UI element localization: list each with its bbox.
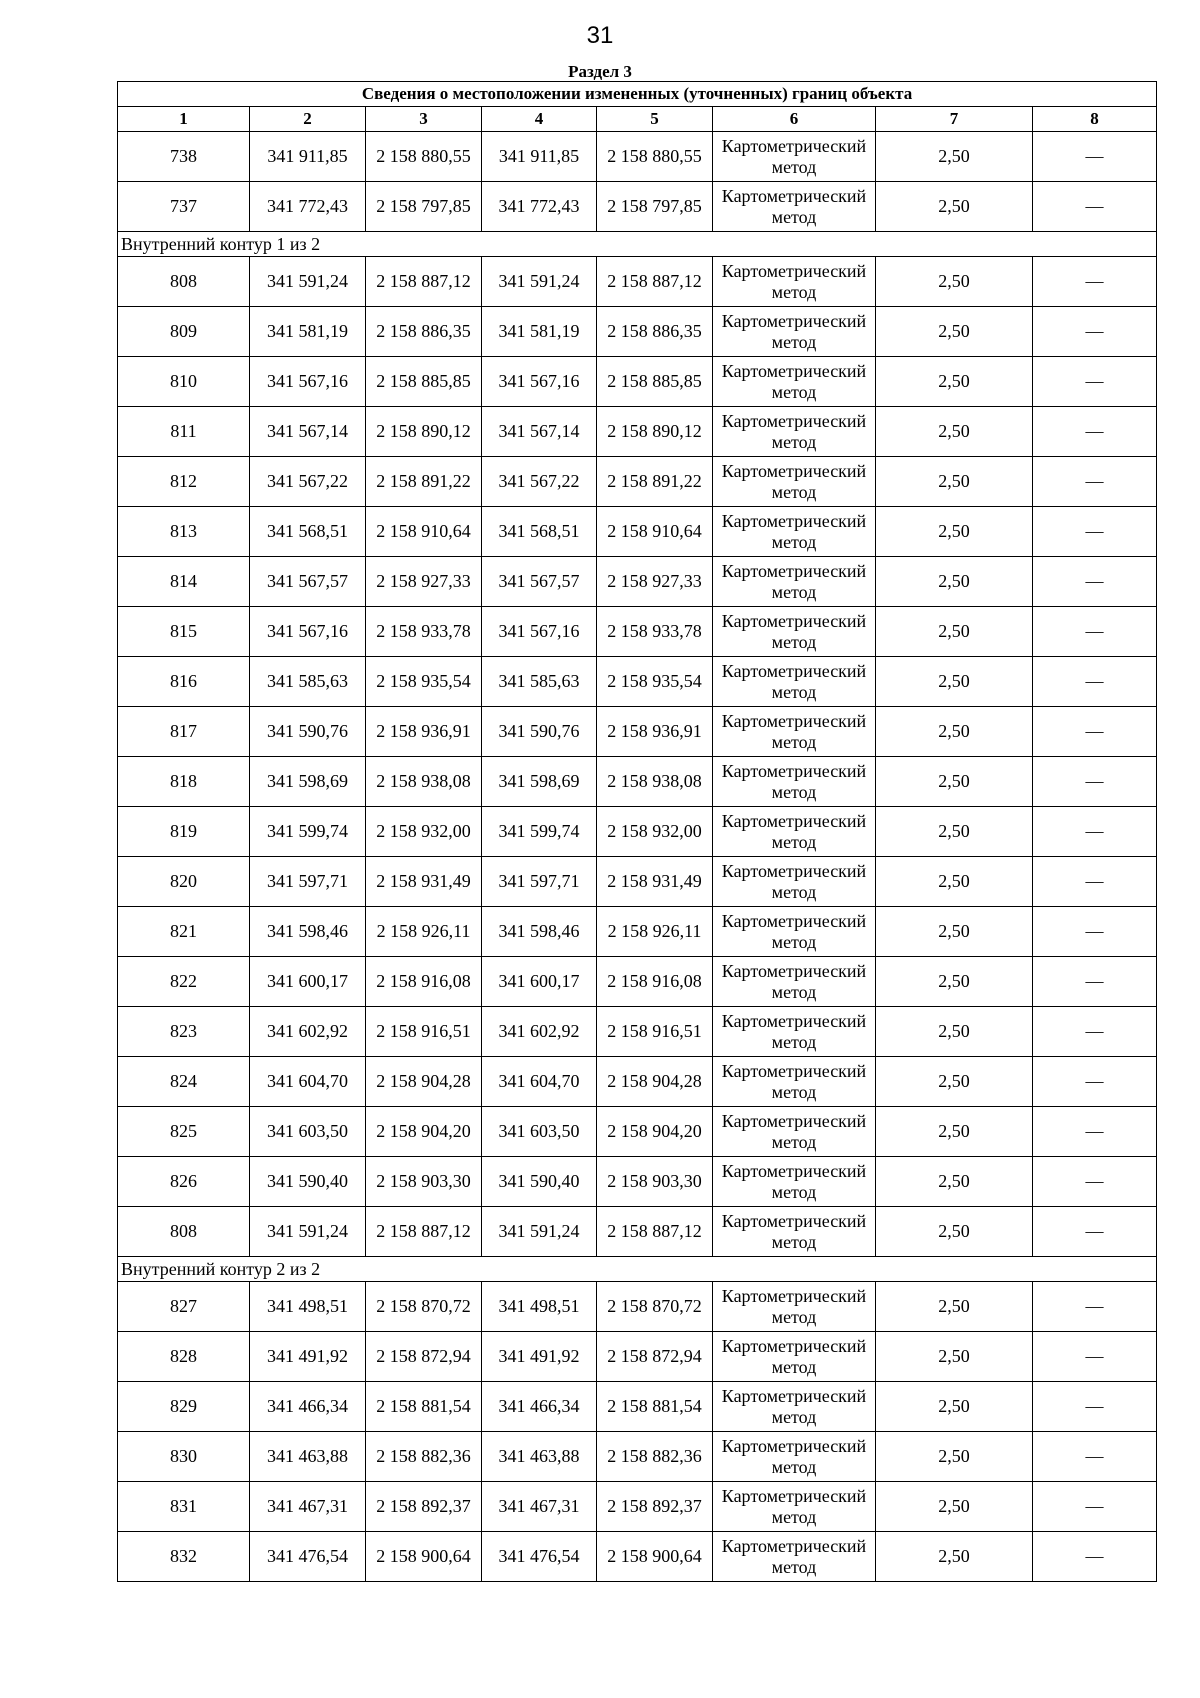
accuracy-cell: 2,50 — [876, 1107, 1033, 1157]
x-coordinate-cell: 341 602,92 — [250, 1007, 366, 1057]
accuracy-cell: 2,50 — [876, 857, 1033, 907]
x-coordinate-cell: 341 600,17 — [482, 957, 597, 1007]
accuracy-cell: 2,50 — [876, 257, 1033, 307]
y-coordinate-cell: 2 158 904,28 — [597, 1057, 713, 1107]
accuracy-cell: 2,50 — [876, 407, 1033, 457]
accuracy-cell: 2,50 — [876, 1532, 1033, 1582]
description-cell: — — [1033, 507, 1157, 557]
table-row — [118, 1282, 1157, 1332]
method-cell: Картометрический метод — [713, 557, 876, 607]
point-number-cell: 819 — [118, 807, 250, 857]
point-number-cell: 820 — [118, 857, 250, 907]
x-coordinate-cell: 341 567,14 — [250, 407, 366, 457]
x-coordinate-cell: 341 567,22 — [482, 457, 597, 507]
y-coordinate-cell: 2 158 910,64 — [597, 507, 713, 557]
x-coordinate-cell: 341 597,71 — [250, 857, 366, 907]
point-number-cell: 738 — [118, 132, 250, 182]
y-coordinate-cell: 2 158 887,12 — [597, 1207, 713, 1257]
description-cell: — — [1033, 407, 1157, 457]
column-header: 8 — [1033, 107, 1157, 132]
description-cell: — — [1033, 1207, 1157, 1257]
accuracy-cell: 2,50 — [876, 557, 1033, 607]
description-cell: — — [1033, 1332, 1157, 1382]
table-row — [118, 1532, 1157, 1582]
x-coordinate-cell: 341 568,51 — [482, 507, 597, 557]
y-coordinate-cell: 2 158 926,11 — [597, 907, 713, 957]
description-cell: — — [1033, 607, 1157, 657]
y-coordinate-cell: 2 158 882,36 — [597, 1432, 713, 1482]
x-coordinate-cell: 341 599,74 — [250, 807, 366, 857]
x-coordinate-cell: 341 498,51 — [250, 1282, 366, 1332]
point-number-cell: 818 — [118, 757, 250, 807]
y-coordinate-cell: 2 158 916,08 — [597, 957, 713, 1007]
method-cell: Картометрический метод — [713, 857, 876, 907]
y-coordinate-cell: 2 158 935,54 — [597, 657, 713, 707]
y-coordinate-cell: 2 158 933,78 — [366, 607, 482, 657]
point-number-cell: 737 — [118, 182, 250, 232]
x-coordinate-cell: 341 466,34 — [250, 1382, 366, 1432]
description-cell: — — [1033, 557, 1157, 607]
method-cell: Картометрический метод — [713, 182, 876, 232]
y-coordinate-cell: 2 158 891,22 — [366, 457, 482, 507]
point-number-cell: 830 — [118, 1432, 250, 1482]
table-row — [118, 707, 1157, 757]
point-number-cell: 811 — [118, 407, 250, 457]
y-coordinate-cell: 2 158 881,54 — [366, 1382, 482, 1432]
accuracy-cell: 2,50 — [876, 1382, 1033, 1432]
table-row — [118, 1007, 1157, 1057]
method-cell: Картометрический метод — [713, 257, 876, 307]
accuracy-cell: 2,50 — [876, 907, 1033, 957]
table-row — [118, 857, 1157, 907]
accuracy-cell: 2,50 — [876, 657, 1033, 707]
x-coordinate-cell: 341 600,17 — [250, 957, 366, 1007]
table-row — [118, 1107, 1157, 1157]
x-coordinate-cell: 341 567,16 — [482, 357, 597, 407]
description-cell: — — [1033, 1057, 1157, 1107]
table-row — [118, 1332, 1157, 1382]
table-row — [118, 1207, 1157, 1257]
point-number-cell: 813 — [118, 507, 250, 557]
y-coordinate-cell: 2 158 927,33 — [597, 557, 713, 607]
y-coordinate-cell: 2 158 886,35 — [366, 307, 482, 357]
table-row — [118, 1432, 1157, 1482]
method-cell: Картометрический метод — [713, 957, 876, 1007]
x-coordinate-cell: 341 567,22 — [250, 457, 366, 507]
column-header: 4 — [482, 107, 597, 132]
table-row — [118, 957, 1157, 1007]
y-coordinate-cell: 2 158 927,33 — [366, 557, 482, 607]
table-row — [118, 807, 1157, 857]
method-cell: Картометрический метод — [713, 607, 876, 657]
x-coordinate-cell: 341 567,16 — [250, 607, 366, 657]
x-coordinate-cell: 341 591,24 — [482, 257, 597, 307]
method-cell: Картометрический метод — [713, 1107, 876, 1157]
x-coordinate-cell: 341 498,51 — [482, 1282, 597, 1332]
description-cell: — — [1033, 707, 1157, 757]
contour-label-row — [118, 232, 1157, 257]
table-body — [118, 82, 1157, 1582]
table-row — [118, 907, 1157, 957]
method-cell: Картометрический метод — [713, 657, 876, 707]
description-cell: — — [1033, 357, 1157, 407]
point-number-cell: 831 — [118, 1482, 250, 1532]
x-coordinate-cell: 341 772,43 — [250, 182, 366, 232]
y-coordinate-cell: 2 158 936,91 — [366, 707, 482, 757]
y-coordinate-cell: 2 158 916,51 — [597, 1007, 713, 1057]
x-coordinate-cell: 341 467,31 — [482, 1482, 597, 1532]
accuracy-cell: 2,50 — [876, 757, 1033, 807]
y-coordinate-cell: 2 158 903,30 — [597, 1157, 713, 1207]
y-coordinate-cell: 2 158 900,64 — [597, 1532, 713, 1582]
x-coordinate-cell: 341 585,63 — [250, 657, 366, 707]
column-header-row — [118, 107, 1157, 132]
column-header: 6 — [713, 107, 876, 132]
y-coordinate-cell: 2 158 872,94 — [366, 1332, 482, 1382]
x-coordinate-cell: 341 598,69 — [482, 757, 597, 807]
x-coordinate-cell: 341 581,19 — [482, 307, 597, 357]
method-cell: Картометрический метод — [713, 132, 876, 182]
x-coordinate-cell: 341 604,70 — [250, 1057, 366, 1107]
table-row — [118, 257, 1157, 307]
x-coordinate-cell: 341 568,51 — [250, 507, 366, 557]
table-row — [118, 757, 1157, 807]
method-cell: Картометрический метод — [713, 1157, 876, 1207]
x-coordinate-cell: 341 491,92 — [250, 1332, 366, 1382]
x-coordinate-cell: 341 772,43 — [482, 182, 597, 232]
table-row — [118, 557, 1157, 607]
x-coordinate-cell: 341 476,54 — [250, 1532, 366, 1582]
accuracy-cell: 2,50 — [876, 357, 1033, 407]
table-row — [118, 507, 1157, 557]
method-cell: Картометрический метод — [713, 507, 876, 557]
y-coordinate-cell: 2 158 904,28 — [366, 1057, 482, 1107]
column-header: 5 — [597, 107, 713, 132]
y-coordinate-cell: 2 158 932,00 — [597, 807, 713, 857]
x-coordinate-cell: 341 567,16 — [250, 357, 366, 407]
table-row — [118, 607, 1157, 657]
y-coordinate-cell: 2 158 872,94 — [597, 1332, 713, 1382]
description-cell: — — [1033, 1157, 1157, 1207]
x-coordinate-cell: 341 581,19 — [250, 307, 366, 357]
page-number: 31 — [586, 22, 614, 49]
y-coordinate-cell: 2 158 885,85 — [366, 357, 482, 407]
y-coordinate-cell: 2 158 916,51 — [366, 1007, 482, 1057]
accuracy-cell: 2,50 — [876, 1157, 1033, 1207]
description-cell: — — [1033, 1282, 1157, 1332]
x-coordinate-cell: 341 463,88 — [250, 1432, 366, 1482]
description-cell: — — [1033, 1532, 1157, 1582]
table-row — [118, 182, 1157, 232]
table-row — [118, 307, 1157, 357]
column-header: 1 — [118, 107, 250, 132]
x-coordinate-cell: 341 585,63 — [482, 657, 597, 707]
point-number-cell: 823 — [118, 1007, 250, 1057]
x-coordinate-cell: 341 567,57 — [250, 557, 366, 607]
y-coordinate-cell: 2 158 892,37 — [597, 1482, 713, 1532]
contour-label: Внутренний контур 2 из 2 — [118, 1257, 1157, 1282]
y-coordinate-cell: 2 158 938,08 — [366, 757, 482, 807]
y-coordinate-cell: 2 158 890,12 — [597, 407, 713, 457]
method-cell: Картометрический метод — [713, 457, 876, 507]
method-cell: Картометрический метод — [713, 907, 876, 957]
description-cell: — — [1033, 807, 1157, 857]
contour-label-row — [118, 1257, 1157, 1282]
x-coordinate-cell: 341 598,46 — [250, 907, 366, 957]
method-cell: Картометрический метод — [713, 1007, 876, 1057]
method-cell: Картометрический метод — [713, 1482, 876, 1532]
description-cell: — — [1033, 1007, 1157, 1057]
y-coordinate-cell: 2 158 903,30 — [366, 1157, 482, 1207]
y-coordinate-cell: 2 158 931,49 — [366, 857, 482, 907]
contour-label: Внутренний контур 1 из 2 — [118, 232, 1157, 257]
method-cell: Картометрический метод — [713, 757, 876, 807]
x-coordinate-cell: 341 603,50 — [250, 1107, 366, 1157]
x-coordinate-cell: 341 590,76 — [250, 707, 366, 757]
section-title: Раздел 3 — [568, 62, 632, 81]
point-number-cell: 825 — [118, 1107, 250, 1157]
y-coordinate-cell: 2 158 870,72 — [366, 1282, 482, 1332]
table-row — [118, 1157, 1157, 1207]
table-row — [118, 357, 1157, 407]
x-coordinate-cell: 341 597,71 — [482, 857, 597, 907]
accuracy-cell: 2,50 — [876, 1007, 1033, 1057]
point-number-cell: 832 — [118, 1532, 250, 1582]
y-coordinate-cell: 2 158 926,11 — [366, 907, 482, 957]
y-coordinate-cell: 2 158 938,08 — [597, 757, 713, 807]
x-coordinate-cell: 341 567,14 — [482, 407, 597, 457]
column-header: 3 — [366, 107, 482, 132]
y-coordinate-cell: 2 158 936,91 — [597, 707, 713, 757]
y-coordinate-cell: 2 158 932,00 — [366, 807, 482, 857]
accuracy-cell: 2,50 — [876, 132, 1033, 182]
y-coordinate-cell: 2 158 916,08 — [366, 957, 482, 1007]
x-coordinate-cell: 341 590,40 — [482, 1157, 597, 1207]
point-number-cell: 808 — [118, 257, 250, 307]
column-header: 2 — [250, 107, 366, 132]
table-row — [118, 657, 1157, 707]
accuracy-cell: 2,50 — [876, 1282, 1033, 1332]
y-coordinate-cell: 2 158 887,12 — [597, 257, 713, 307]
method-cell: Картометрический метод — [713, 407, 876, 457]
y-coordinate-cell: 2 158 870,72 — [597, 1282, 713, 1332]
point-number-cell: 822 — [118, 957, 250, 1007]
point-number-cell: 827 — [118, 1282, 250, 1332]
point-number-cell: 821 — [118, 907, 250, 957]
x-coordinate-cell: 341 463,88 — [482, 1432, 597, 1482]
point-number-cell: 826 — [118, 1157, 250, 1207]
accuracy-cell: 2,50 — [876, 707, 1033, 757]
method-cell: Картометрический метод — [713, 807, 876, 857]
method-cell: Картометрический метод — [713, 1382, 876, 1432]
x-coordinate-cell: 341 603,50 — [482, 1107, 597, 1157]
method-cell: Картометрический метод — [713, 357, 876, 407]
description-cell: — — [1033, 307, 1157, 357]
y-coordinate-cell: 2 158 931,49 — [597, 857, 713, 907]
accuracy-cell: 2,50 — [876, 1332, 1033, 1382]
method-cell: Картометрический метод — [713, 1207, 876, 1257]
x-coordinate-cell: 341 491,92 — [482, 1332, 597, 1382]
description-cell: — — [1033, 957, 1157, 1007]
column-header: 7 — [876, 107, 1033, 132]
description-cell: — — [1033, 457, 1157, 507]
accuracy-cell: 2,50 — [876, 182, 1033, 232]
y-coordinate-cell: 2 158 887,12 — [366, 1207, 482, 1257]
accuracy-cell: 2,50 — [876, 1057, 1033, 1107]
table-row — [118, 457, 1157, 507]
x-coordinate-cell: 341 591,24 — [482, 1207, 597, 1257]
accuracy-cell: 2,50 — [876, 457, 1033, 507]
point-number-cell: 817 — [118, 707, 250, 757]
y-coordinate-cell: 2 158 933,78 — [597, 607, 713, 657]
y-coordinate-cell: 2 158 881,54 — [597, 1382, 713, 1432]
description-cell: — — [1033, 1382, 1157, 1432]
description-cell: — — [1033, 657, 1157, 707]
description-cell: — — [1033, 907, 1157, 957]
accuracy-cell: 2,50 — [876, 957, 1033, 1007]
x-coordinate-cell: 341 567,57 — [482, 557, 597, 607]
table-title: Сведения о местоположении измененных (уточненных) границ объекта — [118, 82, 1157, 107]
description-cell: — — [1033, 1432, 1157, 1482]
coordinates-table — [117, 81, 1157, 1582]
y-coordinate-cell: 2 158 892,37 — [366, 1482, 482, 1532]
y-coordinate-cell: 2 158 885,85 — [597, 357, 713, 407]
x-coordinate-cell: 341 911,85 — [250, 132, 366, 182]
x-coordinate-cell: 341 467,31 — [250, 1482, 366, 1532]
table-row — [118, 407, 1157, 457]
y-coordinate-cell: 2 158 890,12 — [366, 407, 482, 457]
x-coordinate-cell: 341 602,92 — [482, 1007, 597, 1057]
accuracy-cell: 2,50 — [876, 1207, 1033, 1257]
y-coordinate-cell: 2 158 880,55 — [597, 132, 713, 182]
x-coordinate-cell: 341 567,16 — [482, 607, 597, 657]
description-cell: — — [1033, 257, 1157, 307]
x-coordinate-cell: 341 604,70 — [482, 1057, 597, 1107]
description-cell: — — [1033, 757, 1157, 807]
y-coordinate-cell: 2 158 904,20 — [597, 1107, 713, 1157]
accuracy-cell: 2,50 — [876, 1482, 1033, 1532]
x-coordinate-cell: 341 590,76 — [482, 707, 597, 757]
point-number-cell: 810 — [118, 357, 250, 407]
method-cell: Картометрический метод — [713, 1532, 876, 1582]
table-row — [118, 132, 1157, 182]
y-coordinate-cell: 2 158 882,36 — [366, 1432, 482, 1482]
method-cell: Картометрический метод — [713, 1057, 876, 1107]
point-number-cell: 808 — [118, 1207, 250, 1257]
accuracy-cell: 2,50 — [876, 1432, 1033, 1482]
method-cell: Картометрический метод — [713, 1432, 876, 1482]
x-coordinate-cell: 341 591,24 — [250, 1207, 366, 1257]
x-coordinate-cell: 341 598,69 — [250, 757, 366, 807]
x-coordinate-cell: 341 476,54 — [482, 1532, 597, 1582]
description-cell: — — [1033, 132, 1157, 182]
y-coordinate-cell: 2 158 910,64 — [366, 507, 482, 557]
point-number-cell: 812 — [118, 457, 250, 507]
table-row — [118, 1057, 1157, 1107]
point-number-cell: 809 — [118, 307, 250, 357]
x-coordinate-cell: 341 590,40 — [250, 1157, 366, 1207]
table-row — [118, 1482, 1157, 1532]
y-coordinate-cell: 2 158 887,12 — [366, 257, 482, 307]
point-number-cell: 824 — [118, 1057, 250, 1107]
method-cell: Картометрический метод — [713, 307, 876, 357]
y-coordinate-cell: 2 158 880,55 — [366, 132, 482, 182]
description-cell: — — [1033, 857, 1157, 907]
point-number-cell: 814 — [118, 557, 250, 607]
accuracy-cell: 2,50 — [876, 807, 1033, 857]
y-coordinate-cell: 2 158 797,85 — [366, 182, 482, 232]
point-number-cell: 829 — [118, 1382, 250, 1432]
x-coordinate-cell: 341 591,24 — [250, 257, 366, 307]
description-cell: — — [1033, 1482, 1157, 1532]
y-coordinate-cell: 2 158 886,35 — [597, 307, 713, 357]
accuracy-cell: 2,50 — [876, 607, 1033, 657]
description-cell: — — [1033, 182, 1157, 232]
table-title-row — [118, 82, 1157, 107]
x-coordinate-cell: 341 466,34 — [482, 1382, 597, 1432]
y-coordinate-cell: 2 158 935,54 — [366, 657, 482, 707]
description-cell: — — [1033, 1107, 1157, 1157]
method-cell: Картометрический метод — [713, 707, 876, 757]
y-coordinate-cell: 2 158 904,20 — [366, 1107, 482, 1157]
accuracy-cell: 2,50 — [876, 307, 1033, 357]
table-row — [118, 1382, 1157, 1432]
x-coordinate-cell: 341 598,46 — [482, 907, 597, 957]
point-number-cell: 828 — [118, 1332, 250, 1382]
method-cell: Картометрический метод — [713, 1282, 876, 1332]
x-coordinate-cell: 341 599,74 — [482, 807, 597, 857]
accuracy-cell: 2,50 — [876, 507, 1033, 557]
x-coordinate-cell: 341 911,85 — [482, 132, 597, 182]
point-number-cell: 816 — [118, 657, 250, 707]
y-coordinate-cell: 2 158 900,64 — [366, 1532, 482, 1582]
y-coordinate-cell: 2 158 891,22 — [597, 457, 713, 507]
y-coordinate-cell: 2 158 797,85 — [597, 182, 713, 232]
method-cell: Картометрический метод — [713, 1332, 876, 1382]
point-number-cell: 815 — [118, 607, 250, 657]
